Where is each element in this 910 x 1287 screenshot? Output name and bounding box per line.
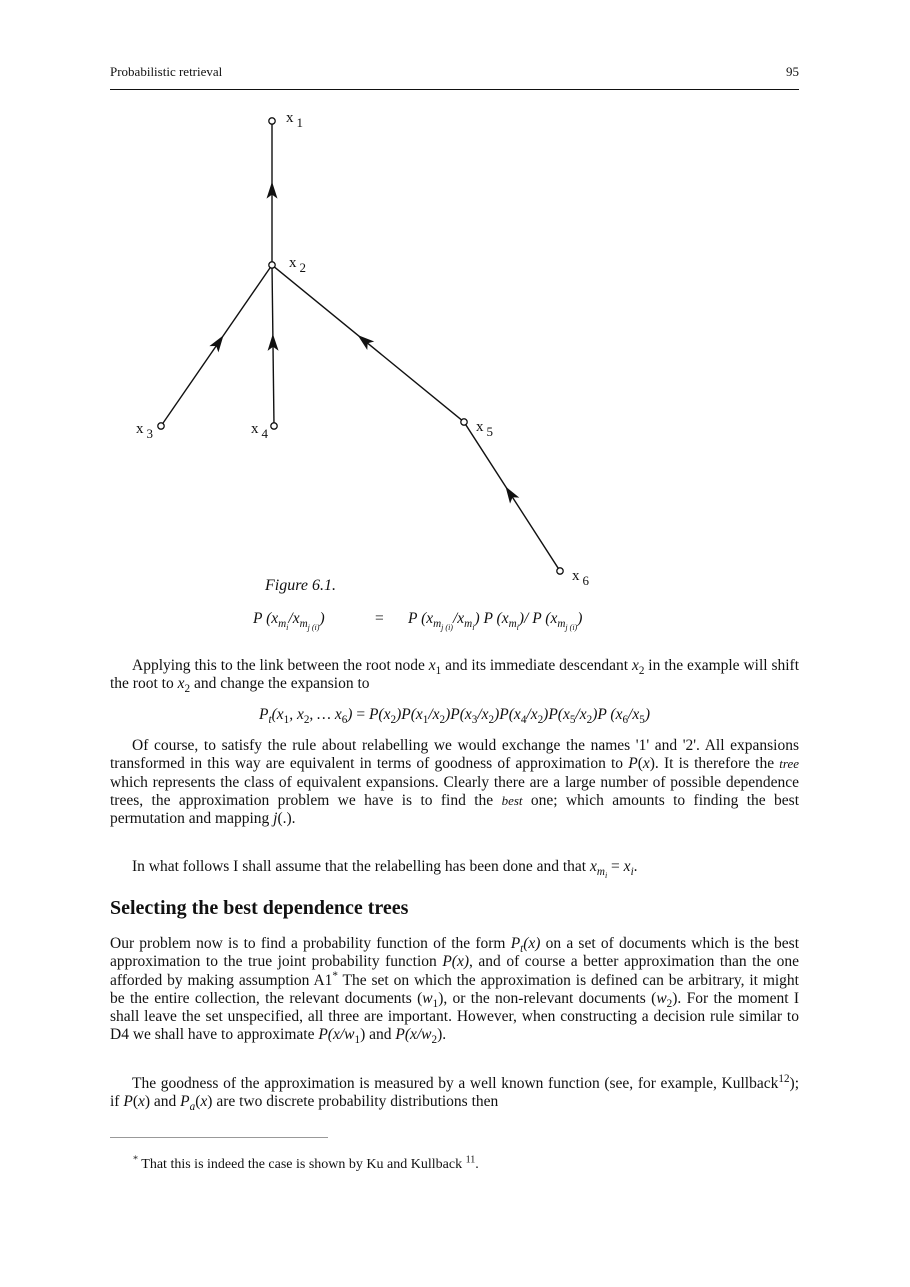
- paragraph-assumption: In what follows I shall assume that the relabelling has been done and that $x_{m_i} = x_i$.: [132, 858, 638, 881]
- tree-node-label-x2: x 2: [289, 255, 306, 275]
- equation-equals: =: [375, 610, 384, 627]
- tree-node-x1: [269, 118, 275, 124]
- expansion-factor: $P(x_4$: [499, 706, 527, 727]
- arrowhead-x3-x2: [209, 335, 223, 352]
- arrowhead-x5-x2: [358, 335, 375, 350]
- page-number: 95: [786, 64, 799, 79]
- expansion-factor: $/x_2$): [428, 706, 451, 727]
- expansion-factor: $P(x_2)$: [368, 706, 402, 727]
- equation-conditional-rhs: P $(x_{m_{j (i)}}/x_{m_i})$ P $(x_{m_i})/$ P $(x_{m_{j (i)}})$: [408, 610, 583, 633]
- running-title: Probabilistic retrieval: [110, 64, 223, 79]
- tree-node-x5: [461, 419, 467, 425]
- paragraph-relabelling: Of course, to satisfy the rule about relabelling we would exchange the names '1' and '2'. All expansions transformed in this way are equivalent in terms of goodness of approximation to P(x). It is therefore the tree which represents the class of equivalent expansions. Clearly there are a large number of possible dependence trees, the approximation problem we have is to find the best one; which amounts to finding the best permutation and mapping j(.).: [110, 737, 800, 828]
- tree-labels: [136, 110, 590, 588]
- expansion-factor: P ($x_6$: [597, 706, 629, 727]
- footnote-rule: [110, 1137, 328, 1138]
- equation-tree-expansion-rhs: [368, 706, 650, 727]
- equation-conditional-lhs: P $(x_{m_i}/x_{m_{j (i)}})$: [253, 610, 325, 633]
- equation-tree-expansion: $P_t(x_1$, $x_2$, … $x_6) = P(x_2)P(x_1/x_2)P(x_3/x_2)P(x_4/x_2)P(x_5/x_2)P$ $(x_6/x_5)$: [259, 706, 650, 727]
- tree-node-label-x3: x 3: [136, 421, 153, 441]
- tree-node-x6: [557, 568, 563, 574]
- expansion-factor: $/x_2$): [477, 706, 500, 727]
- tree-node-label-x5: x 5: [476, 419, 493, 439]
- expansion-factor: $P(x_5$: [548, 706, 576, 727]
- tree-edge-x5-x2: [274, 267, 461, 420]
- paragraph-problem-statement: Our problem now is to find a probability function of the form $P_t(x)$ on a set of documents which is the best approximation to the true joint probability function P(x), and of course a better approximation than the one afforded by making assumption A1* The set on which the approximation is defined can be arbitrary, it might be the entire collection, the relevant documents $(w_1)$, or the non-relevant documents $(w_2)$. For the moment I shall leave the set unspecified, all three are important. However, when constructing a decision rule similar to D4 we shall have to approximate $P(x/w_1)$ and $P(x/w_2)$.: [110, 935, 800, 1047]
- expansion-factor: $/x_2$): [526, 706, 549, 727]
- tree-node-x2: [269, 262, 275, 268]
- arrowhead-x6-x5: [505, 486, 519, 503]
- dependence-tree-figure: [0, 0, 910, 610]
- footnote: * That this is indeed the case is shown by Ku and Kullback $^{11}$.: [133, 1154, 479, 1172]
- paragraph-goodness: The goodness of the approximation is measured by a well known function (see, for example, Kullback$^{12}$); if P(x) and $P_a(x)$ are two discrete probability distributions then: [110, 1072, 799, 1114]
- expansion-factor: $/x_5$): [628, 706, 650, 727]
- expansion-factor: $P(x_1$: [401, 706, 429, 727]
- footnote-marker: *: [332, 969, 338, 982]
- tree-edges: [163, 124, 558, 568]
- expansion-factor: $/x_2$): [575, 706, 598, 727]
- tree-node-label-x1: x 1: [286, 110, 303, 130]
- expansion-factor: $P(x_3$: [450, 706, 478, 727]
- tree-node-x3: [158, 423, 164, 429]
- section-heading: Selecting the best dependence trees: [110, 897, 409, 919]
- tree-node-label-x6: x 6: [572, 568, 589, 588]
- reference-marker: 12: [778, 1072, 790, 1085]
- tree-node-x4: [271, 423, 277, 429]
- paragraph-applying-link: Applying this to the link between the root node $x_1$ and its immediate descendant $x_2$ in the example will shift the root to $x_2$ and change the expansion to: [110, 657, 800, 696]
- tree-node-label-x4: x 4: [251, 421, 268, 441]
- figure-caption: Figure 6.1.: [265, 577, 336, 594]
